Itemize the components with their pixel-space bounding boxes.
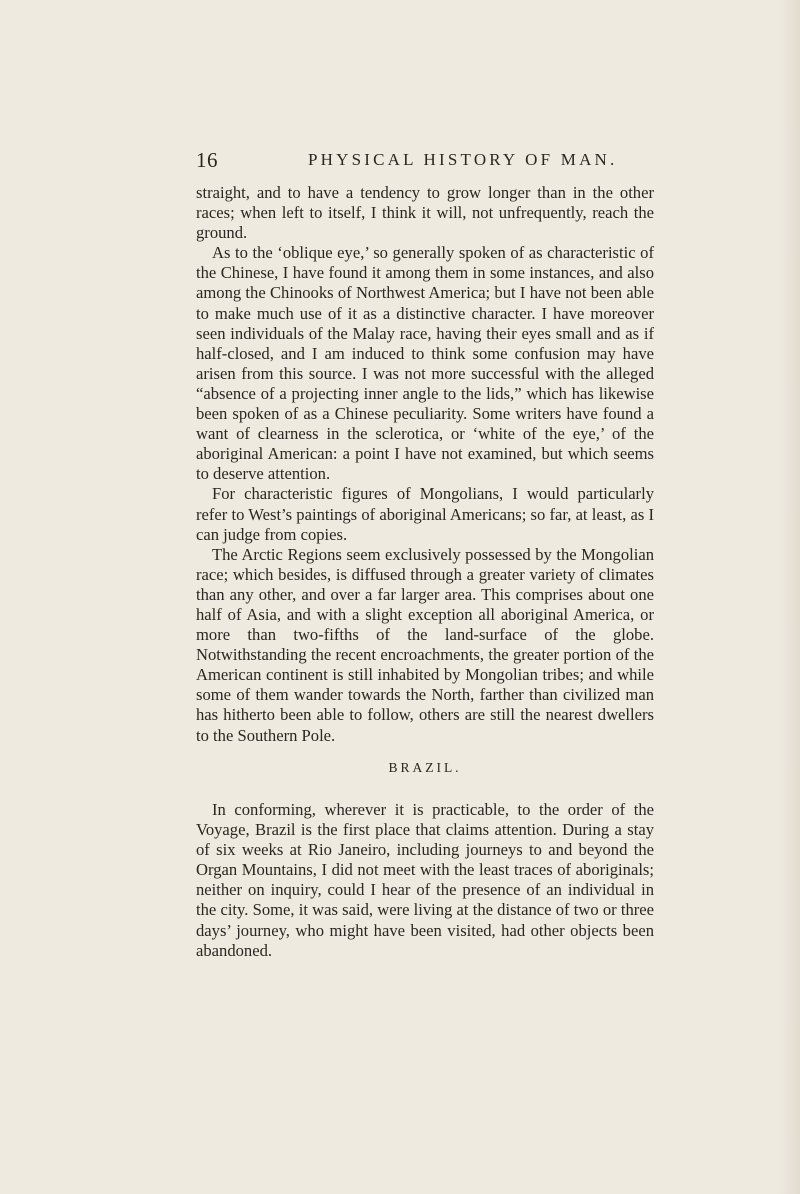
section-body-text: [196, 800, 654, 961]
section-heading: BRAZIL.: [388, 760, 462, 775]
page-edge-shadow: [778, 0, 800, 1194]
paragraph: straight, and to have a tendency to grow longer than in the other races; when left to itself, I think it will, not unfrequently, reach the ground.: [196, 183, 654, 243]
paragraph: In conforming, wherever it is practicable, to the order of the Voyage, Brazil is the first place that claims attention. During a stay of six weeks at Rio Janeiro, including journeys to and beyond the Organ Mountains, I did not meet with the least traces of aboriginals; neither on inquiry, could I hear of the presence of an individual in the city. Some, it was said, were living at the distance of two or three days’ journey, who might have been visited, had other objects been abandoned.: [196, 800, 654, 960]
paragraph: The Arctic Regions seem exclusively possessed by the Mongolian race; which besides, is diffused through a greater variety of climates than any other, and over a far larger area. This comprises about one half of Asia, and with a slight exception all aboriginal America, or more than two-fifths of the land-surface of the globe. Notwithstanding the recent encroachments, the greater portion of the American continent is still inhabited by Mongolian tribes; and while some of them wander towards the North, farther than civilized man has hitherto been able to follow, others are still the nearest dwellers to the Southern Pole.: [196, 544, 654, 745]
running-head: PHYSICAL HISTORY OF MAN.: [308, 150, 618, 169]
paragraph: As to the ‘oblique eye,’ so generally spoken of as characteristic of the Chinese, I have found it among them in some instances, and also among the Chinooks of Northwest America; but I have not been able to make much use of it as a distinctive character. I have moreover seen individuals of the Malay race, having their eyes small and as if half-closed, and I am induced to think some confusion may have arisen from this source. I was not more successful with the alleged “absence of a projecting inner angle to the lids,” which has likewise been spoken of as a Chinese peculiarity. Some writers have found a want of clearness in the sclerotica, or ‘white of the eye,’ of the aboriginal American: a point I have not examined, but which seems to deserve attention.: [196, 243, 654, 484]
page-header: [196, 148, 646, 178]
page-number: 16: [196, 148, 218, 172]
body-text: [196, 183, 654, 746]
paragraph: For characteristic figures of Mongolians, I would particularly refer to West’s paintings of aboriginal Americans; so far, at least, as I can judge from copies.: [196, 484, 654, 544]
